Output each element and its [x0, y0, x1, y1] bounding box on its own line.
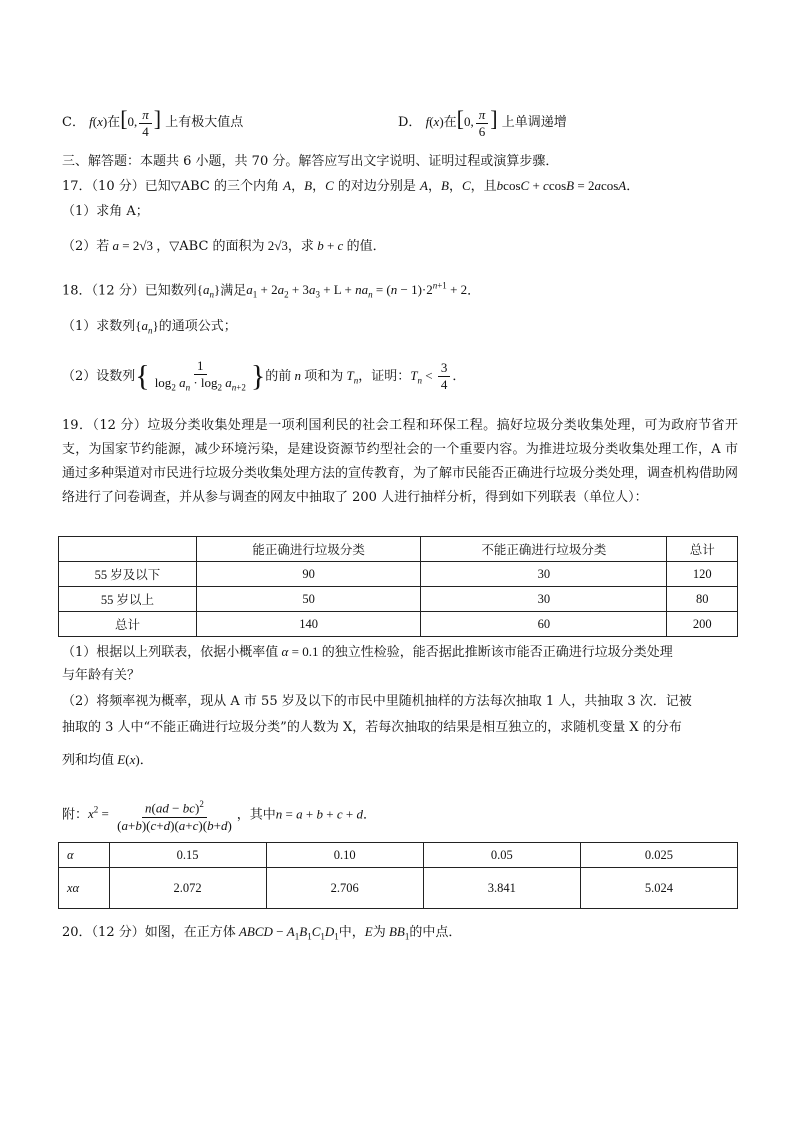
- q17-stem: 17．（10 分）已知▽ABC 的三个内角 A，B，C 的对边分别是 A，B，C，且bcosC + ccosB = 2acosA．: [62, 178, 640, 194]
- contingency-table: [58, 536, 738, 637]
- q19-part1-a: （1）根据以上列联表，依据小概率值 α = 0.1 的独立性检验，能否据此推断该市能否正确进行垃圾分类处理: [62, 644, 673, 660]
- option-d-math: f(x)在[0, $\frac{\pi}{6}$ ]: [425, 106, 498, 139]
- q19-stem: 19．（12 分）垃圾分类收集处理是一项利国利民的社会工程和环保工程。搞好垃圾分类收集处理，可为政府节省开支，为国家节约能源，减少环境污染，是建设资源节约型社会的一个重要内容。为推进垃圾分类收集处理工作，A 市通过多种渠道对市民进行垃圾分类收集处理方法的宣传教育，为了解市民能否正确进行垃圾分类处理，调查机构借助网络进行了问卷调查，并从参与调查的网友中抽取了 200 人进行抽样分析，得到如下列联表（单位人）：: [62, 418, 739, 505]
- q19-part2-b: 抽取的 3 人中“不能正确进行垃圾分类”的人数为 X，若每次抽取的结果是相互独立的，求随机变量 X 的分布: [62, 720, 682, 735]
- option-d: [398, 104, 567, 139]
- table-row: 55 岁及以下 90 30 120: [59, 562, 738, 587]
- critical-value-table: [58, 842, 738, 909]
- q19-part2-a: （2）将频率视为概率，现从 A 市 55 岁及以下的市民中里随机抽样的方法每次抽取 1 人，共抽取 3 次．记被: [62, 694, 692, 709]
- option-c-tail: 上有极大值点: [165, 115, 244, 130]
- table-row: 能正确进行垃圾分类 不能正确进行垃圾分类 总计: [59, 537, 738, 562]
- q18-part2: （2）设数列{ $\frac{1}{\log_2 a_n \cdot \log_2 a_{n+2}}$ }的前 n 项和为 $T_n$，证明：$T_n$ < $\frac{3}{4}$ ．: [62, 357, 466, 393]
- option-c-label: C．: [62, 115, 85, 130]
- q18-stem: 18．（12 分）已知数列$\{a_n\}$满足$a_1 + 2a_2 + 3a_3 + L + na_n = (n - 1)\cdot 2^{n+1} + 2$．: [62, 281, 481, 300]
- q19-part1-b: 与年龄有关？: [62, 668, 141, 683]
- q20-stem: 20．（12 分）如图，在正方体 ABCD − $A_1B_1C_1D_1$中，E为 $BB_1$的中点．: [62, 924, 462, 942]
- option-d-label: D．: [398, 115, 422, 130]
- section-heading: 三、解答题：本题共 6 小题，共 70 分。解答应写出文字说明、证明过程或演算步骤．: [62, 154, 559, 169]
- option-c-math: f(x)在[0, $\frac{\pi}{4}$ ]: [89, 106, 162, 139]
- table-row: xα 2.072 2.706 3.841 5.024: [59, 868, 738, 909]
- q18-part1: （1）求数列$\{a_n\}$的通项公式；: [62, 318, 237, 336]
- table-row: α 0.15 0.10 0.05 0.025: [59, 843, 738, 868]
- q19-part2-c: 列和均值 E(x)．: [62, 752, 153, 768]
- table-row: 总计 140 60 200: [59, 612, 738, 637]
- option-d-tail: 上单调递增: [501, 115, 567, 130]
- q17-part1: （1）求角 A；: [62, 204, 149, 219]
- option-c: [62, 104, 244, 139]
- q19-appendix: 附：$x^2$ = $\frac{n(ad - bc)^2}{(a+b)(c+d)(a+c)(b+d)}$ ，其中n = a + b + c + d．: [62, 788, 376, 837]
- table-row: 55 岁以上 50 30 80: [59, 587, 738, 612]
- q17-part2: （2）若 a = 2√3 ，▽ABC 的面积为 2√3，求 b + c 的值．: [62, 238, 386, 254]
